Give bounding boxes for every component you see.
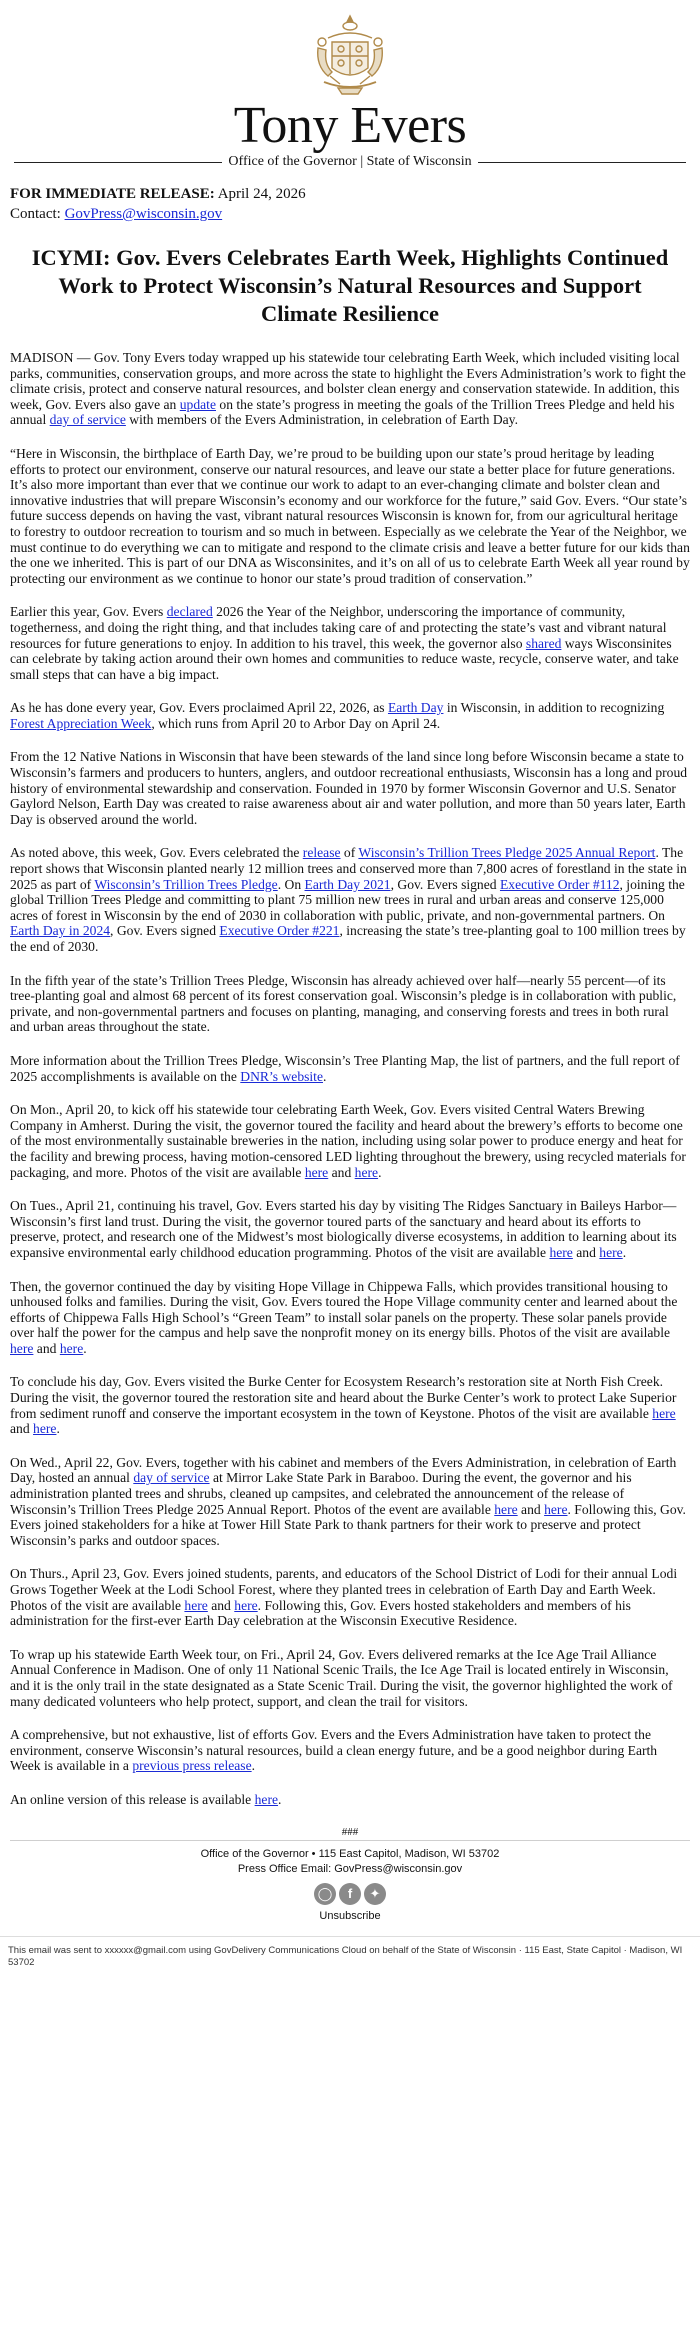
office-line: [14, 154, 686, 170]
footer-email: Press Office Email: GovPress@wisconsin.gov: [237, 1862, 463, 1875]
end-marks: ###: [341, 1825, 359, 1838]
paragraph-intro: MADISON — Gov. Tony Evers today wrapped up his statewide tour celebrating Earth Week, which included visiting local parks, communities, conservation groups, and more across the state to highlight the Evers Administration’s work to fight the climate crisis, protect and conserve natural resources, and bolster clean energy and conservation statewide. In addition, this week, Gov. Evers also gave an update on the state’s progress in meeting the goals of the Trillion Trees Pledge and held his annual day of service with members of the Evers Administration, in celebration of Earth Day.: [10, 350, 686, 428]
paragraph-thursday: On Thurs., April 23, Gov. Evers joined students, parents, and educators of the School District of Lodi for their annual Lodi Grows Together Week at the Lodi School Forest, where they planted trees in celebration of Earth Day and Earth Week. Photos of the visit are available here and here. Following this, Gov. Evers hosted stakeholders and members of his administration for the first-ever Earth Day celebration at the Wisconsin Executive Residence.: [10, 1566, 678, 1629]
masthead: [10, 0, 690, 170]
paragraph-history: From the 12 Native Nations in Wisconsin that have been stewards of the land since long before Wisconsin became a state to Wisconsin’s farmers and producers to hunters, anglers, and outdoor recreational enthusiasts, Wisconsin has a long and proud history of environmental stewardship and conservation. Founded in 1970 by former Wisconsin Governor and U.S. Senator Gaylord Nelson, Earth Day was created to raise awareness about air and water pollution, and more than 50 years later, Earth Day is observed around the world.: [10, 749, 688, 827]
unsubscribe: [10, 1909, 690, 1924]
footer-address: Office of the Governor • 115 East Capitol, Madison, WI 53702: [200, 1847, 500, 1860]
contact-email-link[interactable]: GovPress@wisconsin.gov: [64, 206, 223, 222]
photos-link[interactable]: here: [599, 1244, 623, 1260]
photos-link[interactable]: here: [184, 1597, 208, 1613]
paragraph-proclamation: As he has done every year, Gov. Evers proclaimed April 22, 2026, as Earth Day in Wisconsin, in addition to recognizing Forest Appreciation Week, which runs from April 20 to Arbor Day on April 24.: [10, 700, 665, 731]
paragraph-year-of-neighbor: Earlier this year, Gov. Evers declared 2026 the Year of the Neighbor, underscoring the importance of community, togetherness, and doing the right thing, and that includes taking care of and protecting the state’s vast and vibrant natural resources for future generations to enjoy. In addition to his travel, this week, the governor also shared ways Wisconsinites can celebrate by taking action around their own homes and communities to reduce waste, recycle, conserve water, and take small steps that can have a big impact.: [10, 604, 679, 682]
executive-order-221-link[interactable]: Executive Order #221: [219, 923, 340, 939]
paragraph-trillion-trees: As noted above, this week, Gov. Evers celebrated the release of Wisconsin’s Trillion Trees Pledge 2025 Annual Report. The report shows that Wisconsin planted nearly 12 million trees and conserved more than 7,800 acres of forestland in the state in 2025 as part of Wisconsin’s Trillion Trees Pledge. On Earth Day 2021, Gov. Evers signed Executive Order #112, joining the global Trillion Trees Pledge and committing to plant 75 million new trees in rural and urban areas and conserve 125,000 acres of forest in Wisconsin by the end of 2030 in collaboration with public, private, and non-governmental partners. On Earth Day in 2024, Gov. Evers signed Executive Order #221, increasing the state’s tree-planting goal to 100 million trees by the end of 2030.: [10, 845, 687, 954]
twitter-icon[interactable]: ✦: [364, 1883, 386, 1905]
release-meta: [10, 184, 690, 224]
photos-link[interactable]: here: [59, 1340, 84, 1356]
paragraph-tuesday-ridges: On Tues., April 21, continuing his travel, Gov. Evers started his day by visiting The Ridges Sanctuary in Baileys Harbor—Wisconsin’s first land trust. During the visit, the governor toured parts of the sanctuary and heard about its efforts to preserve, protect, and research one of the Midwest’s most biologically diverse ecosystems, in addition to learning about its expansive environmental early childhood education programming. Photos of the visit are available here and here.: [10, 1198, 677, 1260]
paragraph-tuesday-burke-center: To conclude his day, Gov. Evers visited the Burke Center for Ecosystem Research’s restoration site at North Fish Creek. During the visit, the governor toured the restoration site and heard about the Burke Center’s work to protect Lake Superior from sediment runoff and conserve the important ecosystem in the town of Keystone. Photos of the visit are available here and here.: [10, 1374, 677, 1437]
governor-name: Tony Evers: [233, 97, 467, 154]
photos-link[interactable]: here: [234, 1597, 258, 1613]
earth-day-2024-link[interactable]: Earth Day in 2024: [10, 923, 111, 939]
shared-link[interactable]: shared: [525, 635, 562, 651]
office-title: Office of the Governor | State of Wisconsin: [228, 154, 472, 169]
headline: ICYMI: Gov. Evers Celebrates Earth Week, Highlights Continued Work to Protect Wisconsin’s Natural Resources and Support Climate Resilience: [31, 245, 669, 326]
update-link[interactable]: update: [179, 396, 216, 412]
release-date-line: [10, 184, 690, 204]
contact-line: [10, 204, 690, 224]
paragraph-quote: “Here in Wisconsin, the birthplace of Earth Day, we’re proud to be building upon our state’s proud heritage by leading efforts to protect our environment, conserve our natural resources, and leave our state a better place for future generations. It’s also more important than ever that we continue our work to adapt to an ever-changing climate and bolster clean and innovative industries that will prepare Wisconsin’s economy and our workforce for the future,” said Gov. Evers. “Our state’s future success depends on having the vast, vibrant natural resources Wisconsin is known for, from our agricultural heritage to forestry to outdoor recreation to tourism and so much in between. Especially as we celebrate the Year of the Neighbor, we must continue to do everything we can to mitigate and respond to the climate crisis and leave a better future for our kids than the one we inherited. This is part of our DNA as Wisconsinites, and it’s on all of us to celebrate Earth Week all year round by protecting our environment as we continue to honor our state’s proud tradition of conservation.”: [10, 445, 690, 586]
contact-label: Contact:: [10, 206, 61, 222]
annual-report-link[interactable]: Wisconsin’s Trillion Trees Pledge 2025 Annual Report: [358, 845, 656, 861]
photos-link[interactable]: here: [544, 1501, 568, 1517]
unsubscribe-link[interactable]: Unsubscribe: [319, 1909, 381, 1922]
paragraph-more-info: More information about the Trillion Trees Pledge, Wisconsin’s Tree Planting Map, the list of partners, and the full report of 2025 accomplishments is available on the DNR’s website.: [10, 1052, 680, 1084]
social-links: [10, 1883, 690, 1905]
day-of-service-link[interactable]: day of service: [49, 412, 126, 428]
declared-link[interactable]: declared: [166, 604, 213, 620]
day-of-service-link[interactable]: day of service: [133, 1470, 210, 1486]
photos-link[interactable]: here: [494, 1501, 518, 1517]
paragraph-online-version: An online version of this release is available here.: [10, 1791, 282, 1807]
earth-day-2021-link[interactable]: Earth Day 2021: [304, 876, 391, 892]
photos-link[interactable]: here: [304, 1164, 329, 1180]
delivery-disclaimer: This email was sent to xxxxxx@gmail.com using GovDelivery Communications Cloud on behalf of the State of Wisconsin · 115 East, State Capitol · Madison, WI 53702: [0, 1936, 700, 1979]
dnr-website-link[interactable]: DNR’s website: [240, 1068, 323, 1084]
release-label: FOR IMMEDIATE RELEASE:: [10, 186, 215, 202]
paragraph-wednesday: On Wed., April 22, Gov. Evers, together with his cabinet and members of the Evers Administration, in celebration of Earth Day, hosted an annual day of service at Mirror Lake State Park in Baraboo. During the event, the governor and his administration planted trees and shrubs, cleaned up campsites, and celebrated the announcement of the release of Wisconsin’s Trillion Trees Pledge 2025 Annual Report. Photos of the event are available here and here. Following this, Gov. Evers joined stakeholders for a hike at Tower Hill State Park to thank partners for their work to preserve and protect Wisconsin’s parks and outdoor spaces.: [10, 1454, 686, 1548]
paragraph-tuesday-hope-village: Then, the governor continued the day by visiting Hope Village in Chippewa Falls, which provides transitional housing to unhoused folks and families. During the visit, Gov. Evers toured the Hope Village community center and learned about the efforts of Chippewa Falls High School’s “Green Team” to install solar panels on the property. These solar panels provide over half the power for the campus and help save the nonprofit money on its energy bills. Photos of the visit are available here and here.: [10, 1278, 678, 1356]
online-version-link[interactable]: here: [254, 1791, 279, 1807]
paragraph-previous-release: A comprehensive, but not exhaustive, list of efforts Gov. Evers and the Evers Administration have taken to protect the environment, conserve Wisconsin’s natural resources, build a clean energy future, and be a good neighbor during Earth Week is available in a previous press release.: [10, 1727, 658, 1774]
photos-link[interactable]: here: [354, 1164, 379, 1180]
facebook-icon[interactable]: f: [339, 1883, 361, 1905]
footer: [10, 1840, 690, 1924]
divider: [478, 162, 686, 163]
forest-appreciation-week-link[interactable]: Forest Appreciation Week: [10, 715, 152, 731]
photos-link[interactable]: here: [33, 1421, 57, 1437]
paragraph-friday: To wrap up his statewide Earth Week tour, on Fri., April 24, Gov. Evers delivered remarks at the Ice Age Trail Alliance Annual Conference in Madison. One of only 11 National Scenic Trails, the Ice Age Trail is located entirely in Wisconsin, and it is the only trail in the state designated as a State Scenic Trail. During the visit, the governor highlighted the work of many dedicated volunteers who help protect, support, and clean the trail for visitors.: [10, 1646, 673, 1709]
release-link[interactable]: release: [302, 845, 341, 861]
divider: [14, 162, 222, 163]
executive-order-112-link[interactable]: Executive Order #112: [499, 876, 620, 892]
release-date: April 24, 2026: [217, 186, 306, 202]
instagram-icon[interactable]: ◯: [314, 1883, 336, 1905]
photos-link[interactable]: here: [10, 1340, 34, 1356]
photos-link[interactable]: here: [652, 1405, 676, 1421]
wisconsin-seal-icon: [310, 12, 390, 98]
previous-press-release-link[interactable]: previous press release: [132, 1758, 252, 1774]
photos-link[interactable]: here: [549, 1244, 573, 1260]
earth-day-link[interactable]: Earth Day: [387, 700, 444, 716]
paragraph-monday: On Mon., April 20, to kick off his statewide tour celebrating Earth Week, Gov. Evers visited Central Waters Brewing Company in Amherst. During the visit, the governor toured the facility and heard about the brewery’s efforts to become one of the most environmentally sustainable breweries in the nation, including using solar power to produce energy and heat for the facility and brewing process, having motion-censored LED lighting throughout the brewery, using recycled materials for packaging, and more. Photos of the visit are available here and here.: [10, 1102, 686, 1180]
trillion-trees-pledge-link[interactable]: Wisconsin’s Trillion Trees Pledge: [94, 876, 278, 892]
paragraph-progress: In the fifth year of the state’s Trillion Trees Pledge, Wisconsin has already achieved over half—nearly 55 percent—of its tree-planting goal and almost 68 percent of its forest conservation goal. Wisconsin’s pledge is in collaboration with public, private, and non-governmental partners and focuses on planting, managing, and conserving forests and trees in both rural and urban areas throughout the state.: [10, 972, 677, 1035]
